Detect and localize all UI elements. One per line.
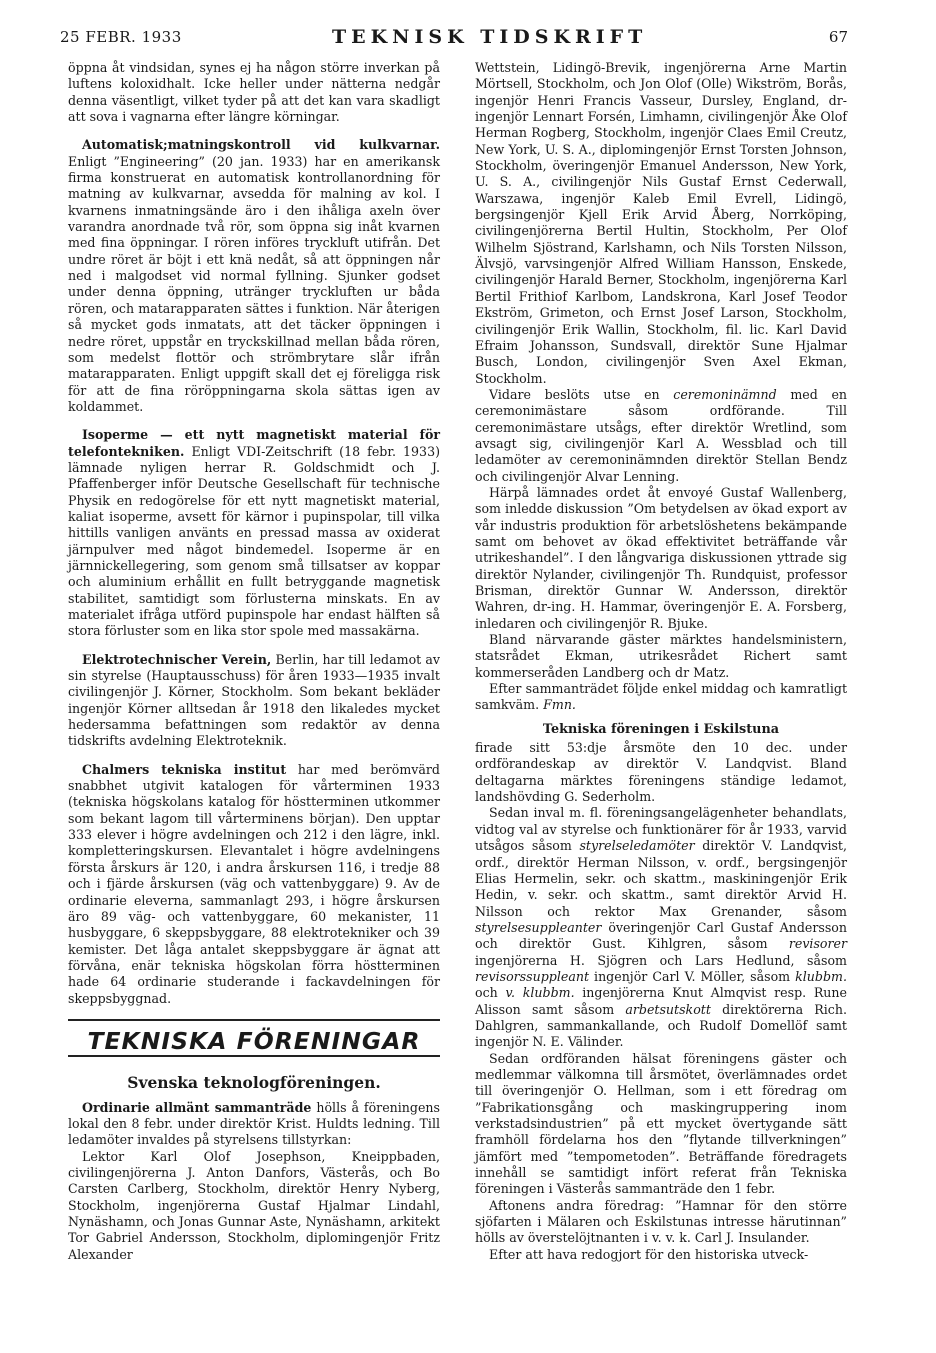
article-title: Elektrotechnischer Verein, <box>82 651 272 667</box>
left-column <box>68 60 440 1263</box>
section-divider-top <box>68 1019 440 1021</box>
page-header <box>60 28 860 52</box>
article-body: har med berömvärd snabbhet utgivit katalogen för vårterminen 1933 (tekniska högskolans katalog för höstterminen utkommer som bekant lagom till vårterminens början). Den upptar 333 elever i högre avdelningen och 212 i den lägre, inkl. kompletteringskursen. Elevantalet i högre avdelningens första årskurs är 120, i andra årskursen 116, i tredje 88 och i fjärde årskursen (väg och vattenbyggare) 9. Av de ordinarie eleverna, sammanlagt 293, i högre årskursen äro 89 väg- och vattenbyggare, 60 mekanister, 11 husbyggare, 6 skeppsbyggare, 88 elektrotekniker och 39 kemister. Det låga antalet skeppsbyggare är ägnat att förvåna, enär tekniska högskolan förra höstterminen hade 64 ordinarie studerande i fackavdelningen för skeppsbyggnad. <box>68 761 440 1006</box>
text-run-italic: revisorssuppleant <box>475 968 590 984</box>
article-title: Automatisk;matningskontroll vid kulkvarnar. <box>82 137 440 153</box>
meeting-paragraph <box>68 1100 440 1149</box>
text-run: Sedan inval m. fl. föreningsangelägenheter behandlats, vidtog val av styrelse och funktionärer för år 1933, varvid utsågos såsom <box>475 805 847 854</box>
text-run: Vidare beslöts utse en <box>489 386 660 402</box>
society-heading: Svenska teknologföreningen. <box>127 1073 381 1093</box>
meeting-lead: Ordinarie allmänt sammanträde <box>82 1099 312 1115</box>
members-continued: Wettstein, Lidingö-Brevik, ingenjörerna Arne Martin Mörtsell, Stockholm, och Jon Olof (Olle) Wikström, Borås, ingenjör Henri Francis Vasseur, Dursley, England, dr-ingenjör Lennart Forsén, Limhamn, civilingenjör Åke Olof Herman Rogberg, Stockholm, ingenjör Claes Emil Creutz, New York, U. S. A., diplomingenjör Ernst Torsten Johnson, Stockholm, överingenjör Emanuel Andersson, New York, U. S. A., civilingenjör Nils Gustaf Ernst Cederwall, Warszawa, ingenjör Kaleb Emil Evrell, Lidingö, bergsingenjör Kjell Erik Arvid Åberg, Norrköping, civilingenjörerna Bertil Hultin, Stockholm, Per Olof Wilhelm Sjöstrand, Karlshamn, och Nils Torsten Nilsson, Älvsjö, varvsingenjör Alfred William Hansson, Enskede, civilingenjör Harald Berner, Stockholm, ingenjörerna Karl Bertil Frithiof Karlbom, Landskrona, Karl Josef Teodor Ekström, Grimeton, och Ernst Josef Larson, Stockholm, civilingenjör Erik Wallin, Stockholm, fil. lic. Karl David Efraim Johansson, Sundsvall, direktör Sune Hjalmar Busch, London, civilingenjör Sven Axel Ekman, Stockholm. <box>475 60 847 386</box>
text-run-italic: ceremoninämnd <box>673 386 777 402</box>
second-lecture-paragraph: Aftonens andra föredrag: ”Hamnar för den större sjöfarten i Mälaren och Eskilstunas intresse härutinnan” hölls av överstelöjtnanten i v. v. k. Carl J. Insulander. <box>475 1197 847 1246</box>
article-isoperme <box>68 427 440 639</box>
guests-paragraph: Bland närvarande gäster märktes handelsministern, statsrådet Ekman, utrikesrådet Richert samt kommerseråden Landberg och dr Matz. <box>475 632 847 680</box>
article-ball-mill <box>68 137 440 415</box>
text-run: och <box>475 985 498 1001</box>
text-run-italic: arbetsutskott <box>625 1001 711 1017</box>
article-body: Enligt ”Engineering” (20 jan. 1933) har en amerikansk firma konstruerat en automatisk kontrollanordning för matning av kulkvarnar, avsedda för malning av kol. I kvarnens inmatningsände äro i den ihåliga axeln över varandra anordnade två rör, som öppna sig inåt kvarnen med fina öppningar. I rören införes tryckluft utifrån. Det undre röret är böjt i ett knä nedåt, så att öppningen når ned i malgodset vid normal fyllning. Sjunker godset under denna öppning, utränger tryckluften ur båda rören, och matarapparaten sättes i funktion. När återigen så mycket gods inmatats, att det täcker öppningen i nedre röret, uppstår en tryckskillnad mellan båda rören, som medelst flottör och strömbrytare slår ifrån matarapparaten. Enligt uppgift skall det ej föreligga risk för att de fina röröppningarna skola sättas igen av koldammet. <box>68 153 440 414</box>
intro-paragraph: öppna åt vindsidan, synes ej ha någon större inverkan på luftens koloxidhalt. Icke heller under nätterna nedgår denna väsentligt, vilket tyder på att det kan vara skadligt att sova i vagnarna efter längre körningar. <box>68 60 440 125</box>
signature-text: Fmn. <box>543 697 576 713</box>
author-signature <box>543 697 596 712</box>
section-banner: TEKNISKA FÖRENINGAR <box>87 1026 421 1055</box>
text-run-italic: v. klubbm. <box>505 985 575 1001</box>
lecture-paragraph: Sedan ordföranden hälsat föreningens gäster och medlemmar välkomna till årsmötet, överlämnades ordet till överingenjör O. Hellman, som i ett föredrag om ”Fabrikationsgång och maskingruppering inom verkstadsindustrien” på ett mycket övertygande sätt framhöll fördelarna hos den ”flytande tillverkningen” jämfört med ”tempometoden”. Beträffande föredragets innehåll se samtidigt infört referat från Tekniska föreningen i Västerås sammanträde den 1 febr. <box>475 1050 847 1197</box>
discussion-paragraph: Härpå lämnades ordet åt envoyé Gustaf Wallenberg, som inledde diskussion ”Om betydelsen av ökad export av vår industris produktion för arbetslöshetens bekämpande samt om behovet av ökad effektivitet beträffande vår utrikeshandel”. I den långvariga diskussionen yttrade sig direktör Nylander, civilingenjör Th. Rundquist, professor Brisman, direktör Gunnar W. Andersson, direktör Wahren, dr-ing. H. Hammar, överingenjör E. A. Forsberg, inledaren och civilingenjör R. Bjuke. <box>475 484 847 631</box>
issue-date: 25 FEBR. 1933 <box>60 28 182 46</box>
members-paragraph: Lektor Karl Olof Josephson, Kneippbaden, civilingenjörerna J. Anton Danfors, Västerås, och Bo Carsten Carlberg, Stockholm, direktör Henry Nyberg, Stockholm, ingenjörerna Gustaf Hjalmar Lindahl, Nynäshamn, och Jonas Gunnar Aste, Nynäshamn, arkitekt Tor Gabriel Andersson, Stockholm, diplomingenjör Fritz Alexander <box>68 1148 440 1262</box>
text-run: ingenjörerna Knut Almqvist resp. Rune Alisson samt såsom <box>475 985 847 1017</box>
article-title: Chalmers tekniska institut <box>82 761 287 777</box>
ceremony-paragraph <box>475 387 847 485</box>
article-chalmers <box>68 762 440 1007</box>
text-run: överingenjör Carl Gustaf Andersson och direktör Gust. Kihlgren, såsom <box>475 919 847 952</box>
text-run-italic: revisorer <box>788 936 847 952</box>
article-elektrotechnischer-verein <box>68 652 440 750</box>
eskilstuna-heading: Tekniska föreningen i Eskilstuna <box>542 721 780 737</box>
meeting-text: hölls å föreningens lokal den 8 febr. under direktör Krist. Huldts ledning. Till ledamöter invaldes på styrelsens tillstyrkan: <box>68 1099 440 1148</box>
text-run: ingenjör Carl V. Möller, såsom <box>594 968 791 984</box>
text-run: ingenjörerna H. Sjögren och Lars Hedlund, såsom <box>475 952 847 968</box>
text-run-italic: styrelsesuppleanter <box>475 919 602 935</box>
dinner-paragraph <box>475 681 847 714</box>
article-title: Isoperme — ett nytt magnetiskt material för telefontekniken. <box>68 427 440 459</box>
text-run: med en ceremonimästare såsom ordförande. Till ceremonimästare utsågs, efter direktör Wretlind, som avsagt sig, civilingenjör Karl A. Wessblad och till ledamöter av ceremoninämnden direktör Stellan Bendz och civilingenjör Alvar Lenning. <box>475 386 848 484</box>
text-run-italic: styrelseledamöter <box>579 838 695 854</box>
article-body: Berlin, har till ledamot av sin styrelse (Hauptausschuss) för åren 1933—1935 invalt civilingenjör J. Körner, Stockholm. Som bekant bekläder ingenjör Körner alltsedan år 1918 den likaledes mycket hedersamma befattningen som redaktör av denna tidskrifts avdelning Elektroteknik. <box>68 651 440 749</box>
history-paragraph: Efter att hava redogjort för den historiska utveck- <box>489 1246 809 1262</box>
elections-paragraph <box>475 805 847 1050</box>
text-run: direktör V. Landqvist, ordf., direktör Herman Nilsson, v. ordf., bergsingenjör Elias Hermelin, sekr. och skattm., maskiningenjör Erik Hedin, v. sekr. och skattm., samt direktör Arvid H. Nilsson och rektor Max Grenander, såsom <box>475 838 847 919</box>
page-number: 67 <box>828 28 848 46</box>
section-divider-bottom <box>68 1055 440 1057</box>
annual-meeting-paragraph: firade sitt 53:dje årsmöte den 10 dec. under ordförandeskap av direktör V. Landqvist. Bland deltagarna märktes föreningens ständige ledamot, landshövding G. Sederholm. <box>475 740 847 805</box>
journal-title: TEKNISK TIDSKRIFT <box>332 26 648 48</box>
article-body: Enligt VDI-Zeitschrift (18 febr. 1933) lämnade nyligen herrar R. Goldschmidt och J. Pfaffenberger inför Deutsche Gesellschaft für technische Physik en redogörelse för ett nytt magnetiskt material, kaliat isoperme, avsett för kärnor i pupinspolar, till vilka hittills vanligen använts en pressad massa av oxiderat järnpulver med något bindemedel. Isoperme är en järnnickellegering, som genom små tillsatser av koppar och aluminium erhållit en fullt betryggande magnetisk stabilitet, samtidigt som förlusterna minskats. En av materialet ifråga utförd pupinspole har endast hälften så stora förluster som en lika stor spole med massakärna. <box>68 443 440 639</box>
right-column <box>475 60 847 1263</box>
text-run-italic: klubbm. <box>795 968 847 984</box>
text-run: direktörerna Rich. Dahlgren, sammankallande, och Rudolf Domellöf samt ingenjör N. E. Välinder. <box>475 1001 847 1050</box>
text-run: Efter sammanträdet följde enkel middag och kamratligt samkväm. <box>475 681 847 713</box>
